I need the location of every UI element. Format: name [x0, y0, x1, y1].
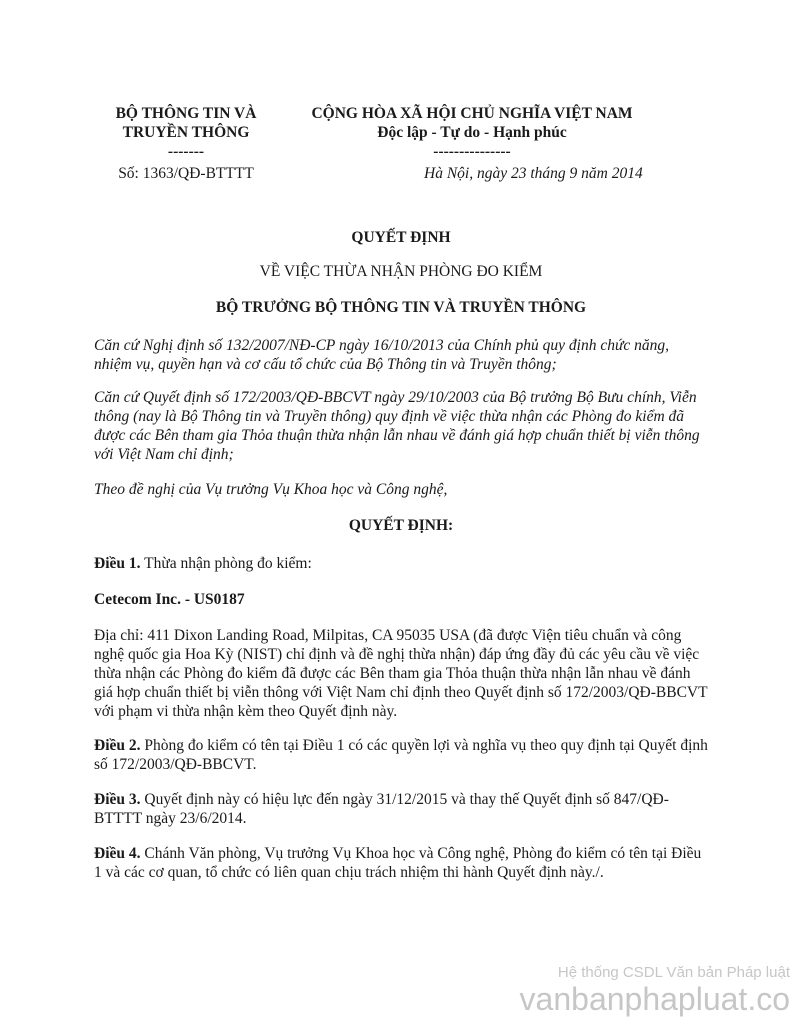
legal-basis-3: Theo đề nghị của Vụ trưởng Vụ Khoa học và Công nghệ, — [94, 481, 448, 498]
article-2-text: Phòng đo kiểm có tên tại Điều 1 có các quyền lợi và nghĩa vụ theo quy định tại Quyết định số 172/2003/QĐ-BBCVT. — [94, 737, 708, 773]
article-2-label: Điều 2. — [94, 737, 141, 754]
article-4-label: Điều 4. — [94, 845, 141, 862]
document-title: QUYẾT ĐỊNH — [351, 229, 451, 246]
nation-rule: --------------- — [433, 143, 511, 160]
article-4-text: Chánh Văn phòng, Vụ trưởng Vụ Khoa học và Công nghệ, Phòng đo kiểm có tên tại Điều 1 và các cơ quan, tổ chức có liên quan chịu trách nhiệm thi hành Quyết định này./. — [94, 845, 702, 881]
watermark-site: vanbanphapluat.co — [519, 981, 790, 1017]
article-1 — [94, 554, 708, 573]
decision-heading: QUYẾT ĐỊNH: — [348, 517, 454, 534]
ministry-rule: ------- — [167, 143, 205, 160]
article-3-text: Quyết định này có hiệu lực đến ngày 31/12/2015 và thay thế Quyết định số 847/QĐ-BTTTT ngày 23/6/2014. — [94, 791, 669, 827]
article-3-label: Điều 3. — [94, 791, 141, 808]
ministry-name-line1: BỘ THÔNG TIN VÀ — [115, 105, 257, 122]
article-1-text: Thừa nhận phòng đo kiểm: — [140, 555, 312, 572]
article-3 — [94, 790, 708, 828]
document-subject: VỀ VIỆC THỪA NHẬN PHÒNG ĐO KIỂM — [259, 263, 543, 280]
lab-name: Cetecom Inc. - US0187 — [94, 591, 245, 608]
legal-basis-2: Căn cứ Quyết định số 172/2003/QĐ-BBCVT ngày 29/10/2003 của Bộ trưởng Bộ Bưu chính, Viễn thông (nay là Bộ Thông tin và Truyền thông) quy định về việc thừa nhận các Phòng đo kiểm đã được các Bên tham gia Thỏa thuận thừa nhận lẫn nhau về đánh giá hợp chuẩn thiết bị viễn thông với Việt Nam chỉ định; — [94, 389, 700, 463]
ministry-name-line2: TRUYỀN THÔNG — [122, 124, 250, 141]
nation-name: CỘNG HÒA XÃ HỘI CHỦ NGHĨA VIỆT NAM — [311, 105, 633, 122]
document-number: Số: 1363/QĐ-BTTTT — [118, 165, 254, 182]
legal-basis-1: Căn cứ Nghị định số 132/2007/NĐ-CP ngày 16/10/2013 của Chính phủ quy định chức năng, nhiệm vụ, quyền hạn và cơ cấu tổ chức của Bộ Thông tin và Truyền thông; — [94, 337, 670, 373]
nation-motto: Độc lập - Tự do - Hạnh phúc — [377, 124, 567, 141]
article-4 — [94, 844, 708, 882]
watermark-caption: Hệ thống CSDL Văn bản Pháp luật — [557, 964, 790, 981]
article-1-label: Điều 1. — [94, 555, 141, 572]
ministry-block — [96, 104, 276, 161]
nation-block — [300, 104, 644, 161]
article-2 — [94, 736, 708, 774]
lab-address: Địa chỉ: 411 Dixon Landing Road, Milpitas, CA 95035 USA (đã được Viện tiêu chuẩn và công nghệ quốc gia Hoa Kỳ (NIST) chỉ định và đề nghị thừa nhận) đáp ứng đầy đủ các yêu cầu về việc thừa nhận các Phòng đo kiểm đã được các Bên tham gia Thỏa thuận thừa nhận lẫn nhau về đánh giá hợp chuẩn thiết bị viễn thông với Việt Nam chỉ định theo Quyết định số 172/2003/QĐ-BBCVT với phạm vi thừa nhận kèm theo Quyết định này. — [94, 627, 708, 720]
issuing-authority: BỘ TRƯỞNG BỘ THÔNG TIN VÀ TRUYỀN THÔNG — [215, 299, 587, 316]
date-place: Hà Nội, ngày 23 tháng 9 năm 2014 — [424, 165, 643, 182]
